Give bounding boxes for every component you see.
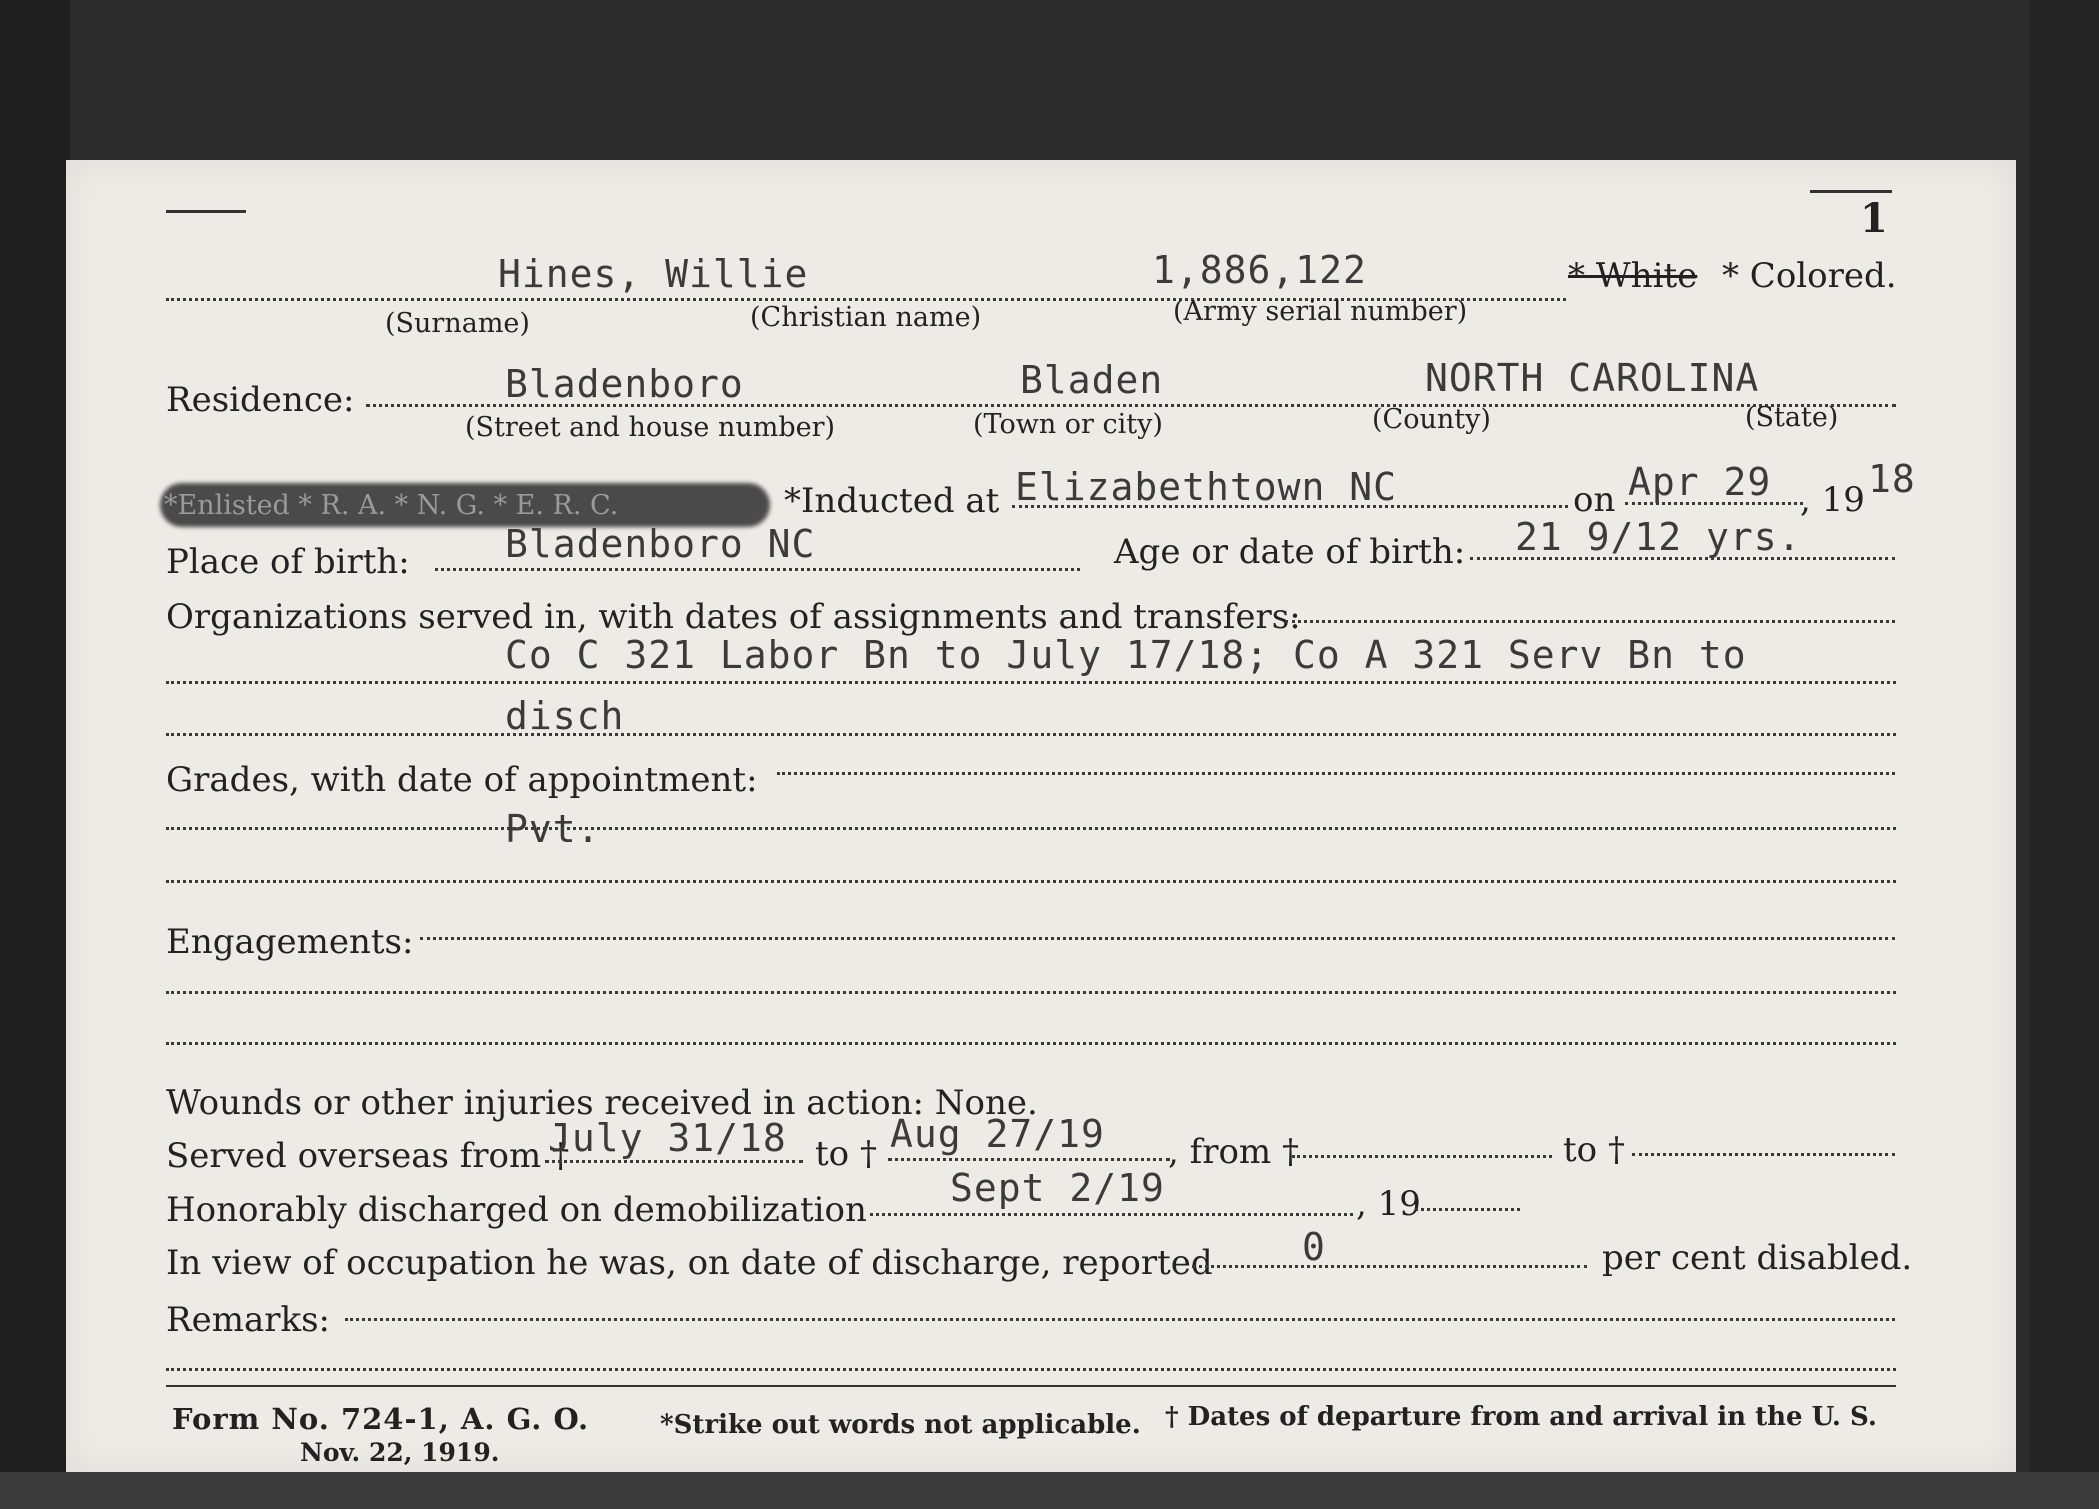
- scan-border-bottom: [0, 1472, 2099, 1509]
- grades-label-line: [777, 772, 1895, 775]
- form-number: Form No. 724-1, A. G. O.: [172, 1402, 590, 1436]
- orgs-label-line: [1285, 620, 1895, 623]
- wounds-text: Wounds or other injuries received in action: None.: [166, 1083, 1038, 1123]
- caption-county: (County): [1372, 404, 1491, 435]
- grades-label: Grades, with date of appointment:: [166, 760, 758, 800]
- scan-border-left: [0, 0, 70, 1509]
- inducted-value: Elizabethtown NC: [1015, 465, 1398, 509]
- surname-value: Hines, Willie: [498, 252, 809, 296]
- disability-label: In view of occupation he was, on date of discharge, reported: [166, 1243, 1213, 1283]
- year-prefix: , 19: [1800, 480, 1865, 520]
- engagements-line-2: [166, 991, 1896, 994]
- dates-note: † Dates of departure from and arrival in the U. S.: [1165, 1402, 1877, 1432]
- discharge-year: , 19: [1356, 1184, 1421, 1224]
- overseas-to2-line: [1632, 1153, 1895, 1156]
- grades-line-2: [166, 880, 1896, 883]
- race-white: * White: [1568, 256, 1698, 296]
- strike-note: *Strike out words not applicable.: [660, 1410, 1141, 1440]
- caption-serial: (Army serial number): [1173, 296, 1468, 327]
- overseas-to-value: Aug 27/19: [890, 1112, 1105, 1156]
- birth-label: Place of birth:: [166, 542, 410, 582]
- age-value: 21 9/12 yrs.: [1515, 515, 1802, 559]
- overseas-from-value: July 31/18: [548, 1116, 787, 1160]
- age-label: Age or date of birth:: [1114, 532, 1466, 572]
- overseas-from2-label: , from †: [1168, 1132, 1299, 1172]
- serial-value: 1,886,122: [1152, 248, 1367, 292]
- top-left-rule: [166, 210, 246, 213]
- caption-surname: (Surname): [385, 308, 530, 339]
- orgs-line-2: [166, 733, 1896, 736]
- orgs-value-1: Co C 321 Labor Bn to July 17/18; Co A 321 Serv Bn to: [505, 633, 1747, 677]
- engagements-line-3: [166, 1042, 1896, 1045]
- grades-value: Pvt.: [505, 807, 601, 851]
- on-label: on: [1573, 480, 1616, 520]
- disability-suffix: per cent disabled.: [1602, 1238, 1913, 1278]
- grades-line-1: [166, 827, 1896, 830]
- remarks-label: Remarks:: [166, 1300, 330, 1340]
- caption-christian: (Christian name): [750, 302, 982, 333]
- enlisted-text: *Enlisted * R. A. * N. G. * E. R. C.: [164, 490, 619, 521]
- orgs-label: Organizations served in, with dates of assignments and transfers:: [166, 597, 1301, 637]
- overseas-to2-label: to †: [1563, 1130, 1625, 1170]
- remarks-line-2: [166, 1368, 1896, 1371]
- orgs-line-1: [166, 681, 1896, 684]
- birth-value: Bladenboro NC: [505, 522, 816, 566]
- residence-label: Residence:: [166, 380, 355, 420]
- discharge-year-line: [1415, 1208, 1520, 1211]
- induct-year-value: 18: [1868, 457, 1916, 501]
- disability-value: 0: [1302, 1225, 1326, 1269]
- disability-line: [1192, 1265, 1587, 1268]
- induct-date-value: Apr 29: [1628, 460, 1772, 504]
- form-date: Nov. 22, 1919.: [300, 1438, 500, 1467]
- overseas-to-line: [888, 1158, 1170, 1161]
- discharge-value: Sept 2/19: [950, 1166, 1165, 1210]
- overseas-from2-line: [1292, 1155, 1552, 1158]
- residence-state: NORTH CAROLINA: [1425, 356, 1760, 400]
- overseas-label: Served overseas from †: [166, 1136, 570, 1176]
- residence-town: Bladen: [1020, 358, 1164, 402]
- top-right-rule: [1810, 190, 1892, 193]
- caption-town: (Town or city): [973, 409, 1163, 440]
- remarks-line-1: [345, 1318, 1895, 1321]
- discharge-label: Honorably discharged on demobilization: [166, 1190, 867, 1230]
- caption-street: (Street and house number): [465, 412, 836, 443]
- discharge-line: [870, 1213, 1353, 1216]
- orgs-value-2: disch: [505, 694, 625, 738]
- footer-rule: [166, 1385, 1896, 1387]
- overseas-from-line: [545, 1160, 803, 1163]
- scan-border-right: [2030, 0, 2099, 1509]
- page-number: 1: [1860, 195, 1888, 242]
- race-colored: * Colored.: [1722, 256, 1897, 296]
- residence-street: Bladenboro: [505, 362, 744, 406]
- engagements-line-1: [420, 937, 1895, 940]
- birth-line: [435, 568, 1080, 571]
- overseas-to-label: to †: [815, 1134, 877, 1174]
- engagements-label: Engagements:: [166, 922, 414, 962]
- caption-state: (State): [1745, 402, 1839, 433]
- inducted-label: *Inducted at: [784, 481, 1000, 521]
